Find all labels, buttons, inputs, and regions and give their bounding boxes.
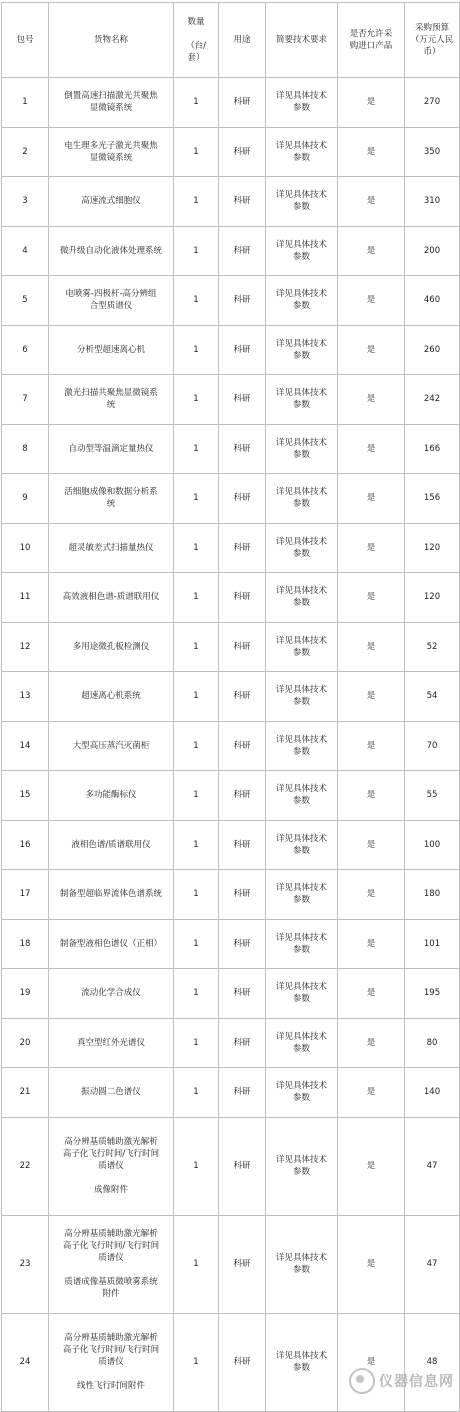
cell-budget: 260 (405, 325, 460, 375)
cell-tech-requirements: 详见具体技术 参数 (266, 177, 338, 227)
cell-tech-requirements: 详见具体技术 参数 (266, 919, 338, 969)
cell-budget: 120 (405, 573, 460, 623)
cell-package-no: 17 (2, 870, 49, 920)
header-import-allowed: 是否允许采 购进口产品 (338, 3, 405, 78)
table-row (2, 523, 460, 573)
watermark (349, 1368, 454, 1394)
cell-goods-name: 高效液相色谱-质谱联用仪 (49, 573, 174, 623)
cell-package-no: 1 (2, 78, 49, 128)
table-row (2, 424, 460, 474)
cell-tech-requirements: 详见具体技术 参数 (266, 1313, 338, 1411)
cell-usage: 科研 (219, 1313, 266, 1411)
table-row (2, 78, 460, 128)
cell-goods-name: 倒置高速扫描激光共聚焦 显微镜系统 (49, 78, 174, 128)
cell-import-allowed: 是 (338, 325, 405, 375)
cell-quantity: 1 (174, 127, 219, 177)
cell-quantity: 1 (174, 1018, 219, 1068)
cell-package-no: 22 (2, 1117, 49, 1215)
cell-package-no: 23 (2, 1215, 49, 1313)
header-usage: 用途 (219, 3, 266, 78)
cell-usage: 科研 (219, 226, 266, 276)
cell-import-allowed: 是 (338, 919, 405, 969)
cell-usage: 科研 (219, 276, 266, 326)
cell-quantity: 1 (174, 424, 219, 474)
table-row (2, 276, 460, 326)
table-row (2, 969, 460, 1019)
cell-goods-name: 高分辨基质辅助激光解析 高子化飞行时间/飞行时间 质谱仪 成像附件 (49, 1117, 174, 1215)
cell-usage: 科研 (219, 573, 266, 623)
cell-usage: 科研 (219, 523, 266, 573)
cell-quantity: 1 (174, 969, 219, 1019)
cell-package-no: 24 (2, 1313, 49, 1411)
cell-import-allowed: 是 (338, 474, 405, 524)
cell-quantity: 1 (174, 820, 219, 870)
table-row (2, 870, 460, 920)
table-row (2, 1117, 460, 1215)
table-header (2, 3, 460, 78)
cell-budget: 101 (405, 919, 460, 969)
cell-goods-name: 大型高压蒸汽灭菌柜 (49, 721, 174, 771)
cell-import-allowed: 是 (338, 424, 405, 474)
cell-usage: 科研 (219, 870, 266, 920)
cell-package-no: 9 (2, 474, 49, 524)
cell-usage: 科研 (219, 969, 266, 1019)
cell-tech-requirements: 详见具体技术 参数 (266, 474, 338, 524)
table-row (2, 573, 460, 623)
cell-usage: 科研 (219, 325, 266, 375)
cell-usage: 科研 (219, 474, 266, 524)
cell-import-allowed: 是 (338, 1068, 405, 1118)
cell-quantity: 1 (174, 375, 219, 425)
cell-tech-requirements: 详见具体技术 参数 (266, 127, 338, 177)
cell-package-no: 5 (2, 276, 49, 326)
header-goods-name: 货物名称 (49, 3, 174, 78)
cell-import-allowed: 是 (338, 1313, 405, 1411)
cell-goods-name: 高分辨基质辅助激光解析 高子化飞行时间/飞行时间 质谱仪 质谱成像基质微喷雾系统 附件 (49, 1215, 174, 1313)
cell-goods-name: 真空型红外光谱仪 (49, 1018, 174, 1068)
header-row (2, 3, 460, 78)
table-row (2, 672, 460, 722)
cell-quantity: 1 (174, 276, 219, 326)
cell-package-no: 12 (2, 622, 49, 672)
cell-tech-requirements: 详见具体技术 参数 (266, 1018, 338, 1068)
cell-import-allowed: 是 (338, 1018, 405, 1068)
cell-budget: 156 (405, 474, 460, 524)
cell-quantity: 1 (174, 1313, 219, 1411)
cell-goods-name: 高分辨基质辅助激光解析 高子化飞行时间/飞行时间 质谱仪 线性飞行时间附件 (49, 1313, 174, 1411)
cell-goods-name: 分析型超速离心机 (49, 325, 174, 375)
cell-quantity: 1 (174, 1215, 219, 1313)
cell-goods-name: 制备型超临界流体色谱系统 (49, 870, 174, 920)
cell-import-allowed: 是 (338, 1117, 405, 1215)
cell-quantity: 1 (174, 672, 219, 722)
cell-tech-requirements: 详见具体技术 参数 (266, 325, 338, 375)
header-quantity: 数量 （台/ 套） (174, 3, 219, 78)
cell-usage: 科研 (219, 820, 266, 870)
cell-budget: 270 (405, 78, 460, 128)
watermark-logo-icon (349, 1368, 375, 1394)
table-row (2, 1215, 460, 1313)
cell-budget: 195 (405, 969, 460, 1019)
table-row (2, 1313, 460, 1411)
cell-tech-requirements: 详见具体技术 参数 (266, 424, 338, 474)
cell-import-allowed: 是 (338, 672, 405, 722)
cell-tech-requirements: 详见具体技术 参数 (266, 672, 338, 722)
cell-goods-name: 高速流式细胞仪 (49, 177, 174, 227)
table-row (2, 820, 460, 870)
cell-goods-name: 微升级自动化液体处理系统 (49, 226, 174, 276)
cell-quantity: 1 (174, 721, 219, 771)
cell-package-no: 2 (2, 127, 49, 177)
cell-import-allowed: 是 (338, 1215, 405, 1313)
table-row (2, 721, 460, 771)
cell-goods-name: 制备型液相色谱仪（正相） (49, 919, 174, 969)
cell-usage: 科研 (219, 672, 266, 722)
cell-import-allowed: 是 (338, 969, 405, 1019)
cell-budget: 120 (405, 523, 460, 573)
cell-import-allowed: 是 (338, 177, 405, 227)
watermark-text: 仪器信息网 (379, 1374, 454, 1390)
cell-tech-requirements: 详见具体技术 参数 (266, 771, 338, 821)
cell-goods-name: 液相色谱/质谱联用仪 (49, 820, 174, 870)
cell-import-allowed: 是 (338, 771, 405, 821)
table-row (2, 771, 460, 821)
cell-package-no: 19 (2, 969, 49, 1019)
cell-goods-name: 超灵敏差式扫描量热仪 (49, 523, 174, 573)
cell-budget: 55 (405, 771, 460, 821)
cell-goods-name: 流动化学合成仪 (49, 969, 174, 1019)
cell-package-no: 18 (2, 919, 49, 969)
cell-tech-requirements: 详见具体技术 参数 (266, 1117, 338, 1215)
cell-package-no: 7 (2, 375, 49, 425)
cell-goods-name: 超速离心机系统 (49, 672, 174, 722)
header-budget: 采购预算 （万元人民 币） (405, 3, 460, 78)
cell-goods-name: 激光扫描共聚焦显微镜系 统 (49, 375, 174, 425)
cell-import-allowed: 是 (338, 127, 405, 177)
cell-budget: 140 (405, 1068, 460, 1118)
cell-import-allowed: 是 (338, 276, 405, 326)
cell-usage: 科研 (219, 1117, 266, 1215)
cell-budget: 52 (405, 622, 460, 672)
cell-budget: 166 (405, 424, 460, 474)
cell-budget: 310 (405, 177, 460, 227)
cell-budget: 242 (405, 375, 460, 425)
cell-tech-requirements: 详见具体技术 参数 (266, 820, 338, 870)
cell-budget: 200 (405, 226, 460, 276)
cell-budget: 54 (405, 672, 460, 722)
cell-quantity: 1 (174, 474, 219, 524)
cell-package-no: 21 (2, 1068, 49, 1118)
cell-budget: 350 (405, 127, 460, 177)
cell-import-allowed: 是 (338, 226, 405, 276)
cell-goods-name: 自动型等温滴定量热仪 (49, 424, 174, 474)
cell-tech-requirements: 详见具体技术 参数 (266, 226, 338, 276)
cell-quantity: 1 (174, 325, 219, 375)
cell-package-no: 4 (2, 226, 49, 276)
cell-goods-name: 电生理多光子激光共聚焦 显微镜系统 (49, 127, 174, 177)
cell-package-no: 8 (2, 424, 49, 474)
cell-quantity: 1 (174, 1068, 219, 1118)
cell-quantity: 1 (174, 226, 219, 276)
cell-package-no: 11 (2, 573, 49, 623)
cell-tech-requirements: 详见具体技术 参数 (266, 276, 338, 326)
cell-tech-requirements: 详见具体技术 参数 (266, 969, 338, 1019)
cell-package-no: 15 (2, 771, 49, 821)
cell-package-no: 20 (2, 1018, 49, 1068)
table-row (2, 177, 460, 227)
table-row (2, 1068, 460, 1118)
table-row (2, 622, 460, 672)
cell-package-no: 6 (2, 325, 49, 375)
table-row (2, 127, 460, 177)
cell-goods-name: 振动圆二色谱仪 (49, 1068, 174, 1118)
cell-tech-requirements: 详见具体技术 参数 (266, 870, 338, 920)
table-row (2, 325, 460, 375)
header-package-no: 包号 (2, 3, 49, 78)
cell-tech-requirements: 详见具体技术 参数 (266, 523, 338, 573)
cell-budget: 47 (405, 1215, 460, 1313)
table-row (2, 226, 460, 276)
cell-import-allowed: 是 (338, 523, 405, 573)
table-row (2, 375, 460, 425)
cell-usage: 科研 (219, 919, 266, 969)
cell-tech-requirements: 详见具体技术 参数 (266, 622, 338, 672)
table-row (2, 919, 460, 969)
procurement-table (1, 2, 460, 1412)
cell-usage: 科研 (219, 771, 266, 821)
cell-quantity: 1 (174, 573, 219, 623)
cell-import-allowed: 是 (338, 721, 405, 771)
cell-tech-requirements: 详见具体技术 参数 (266, 721, 338, 771)
cell-package-no: 10 (2, 523, 49, 573)
table-row (2, 1018, 460, 1068)
cell-usage: 科研 (219, 127, 266, 177)
cell-package-no: 16 (2, 820, 49, 870)
cell-usage: 科研 (219, 1068, 266, 1118)
cell-quantity: 1 (174, 771, 219, 821)
cell-quantity: 1 (174, 622, 219, 672)
cell-import-allowed: 是 (338, 573, 405, 623)
cell-goods-name: 活细胞成像和数据分析系 统 (49, 474, 174, 524)
cell-goods-name: 电喷雾-四极杆-高分辨组 合型质谱仪 (49, 276, 174, 326)
header-tech-requirements: 简要技术要求 (266, 3, 338, 78)
cell-import-allowed: 是 (338, 820, 405, 870)
cell-budget: 70 (405, 721, 460, 771)
cell-import-allowed: 是 (338, 78, 405, 128)
cell-usage: 科研 (219, 721, 266, 771)
cell-import-allowed: 是 (338, 870, 405, 920)
cell-package-no: 14 (2, 721, 49, 771)
cell-tech-requirements: 详见具体技术 参数 (266, 375, 338, 425)
cell-budget: 460 (405, 276, 460, 326)
cell-quantity: 1 (174, 919, 219, 969)
cell-usage: 科研 (219, 78, 266, 128)
cell-usage: 科研 (219, 1018, 266, 1068)
cell-usage: 科研 (219, 1215, 266, 1313)
cell-tech-requirements: 详见具体技术 参数 (266, 573, 338, 623)
cell-package-no: 3 (2, 177, 49, 227)
cell-quantity: 1 (174, 78, 219, 128)
table-row (2, 474, 460, 524)
cell-quantity: 1 (174, 523, 219, 573)
cell-tech-requirements: 详见具体技术 参数 (266, 78, 338, 128)
cell-usage: 科研 (219, 177, 266, 227)
table-body (2, 78, 460, 1412)
cell-tech-requirements: 详见具体技术 参数 (266, 1215, 338, 1313)
cell-budget: 80 (405, 1018, 460, 1068)
cell-usage: 科研 (219, 622, 266, 672)
cell-import-allowed: 是 (338, 375, 405, 425)
cell-goods-name: 多功能酶标仪 (49, 771, 174, 821)
cell-tech-requirements: 详见具体技术 参数 (266, 1068, 338, 1118)
cell-import-allowed: 是 (338, 622, 405, 672)
cell-quantity: 1 (174, 1117, 219, 1215)
cell-quantity: 1 (174, 870, 219, 920)
cell-budget: 48 (405, 1313, 460, 1411)
cell-package-no: 13 (2, 672, 49, 722)
cell-usage: 科研 (219, 375, 266, 425)
cell-quantity: 1 (174, 177, 219, 227)
cell-budget: 100 (405, 820, 460, 870)
cell-budget: 47 (405, 1117, 460, 1215)
cell-budget: 180 (405, 870, 460, 920)
cell-usage: 科研 (219, 424, 266, 474)
cell-goods-name: 多用途微孔板检测仪 (49, 622, 174, 672)
